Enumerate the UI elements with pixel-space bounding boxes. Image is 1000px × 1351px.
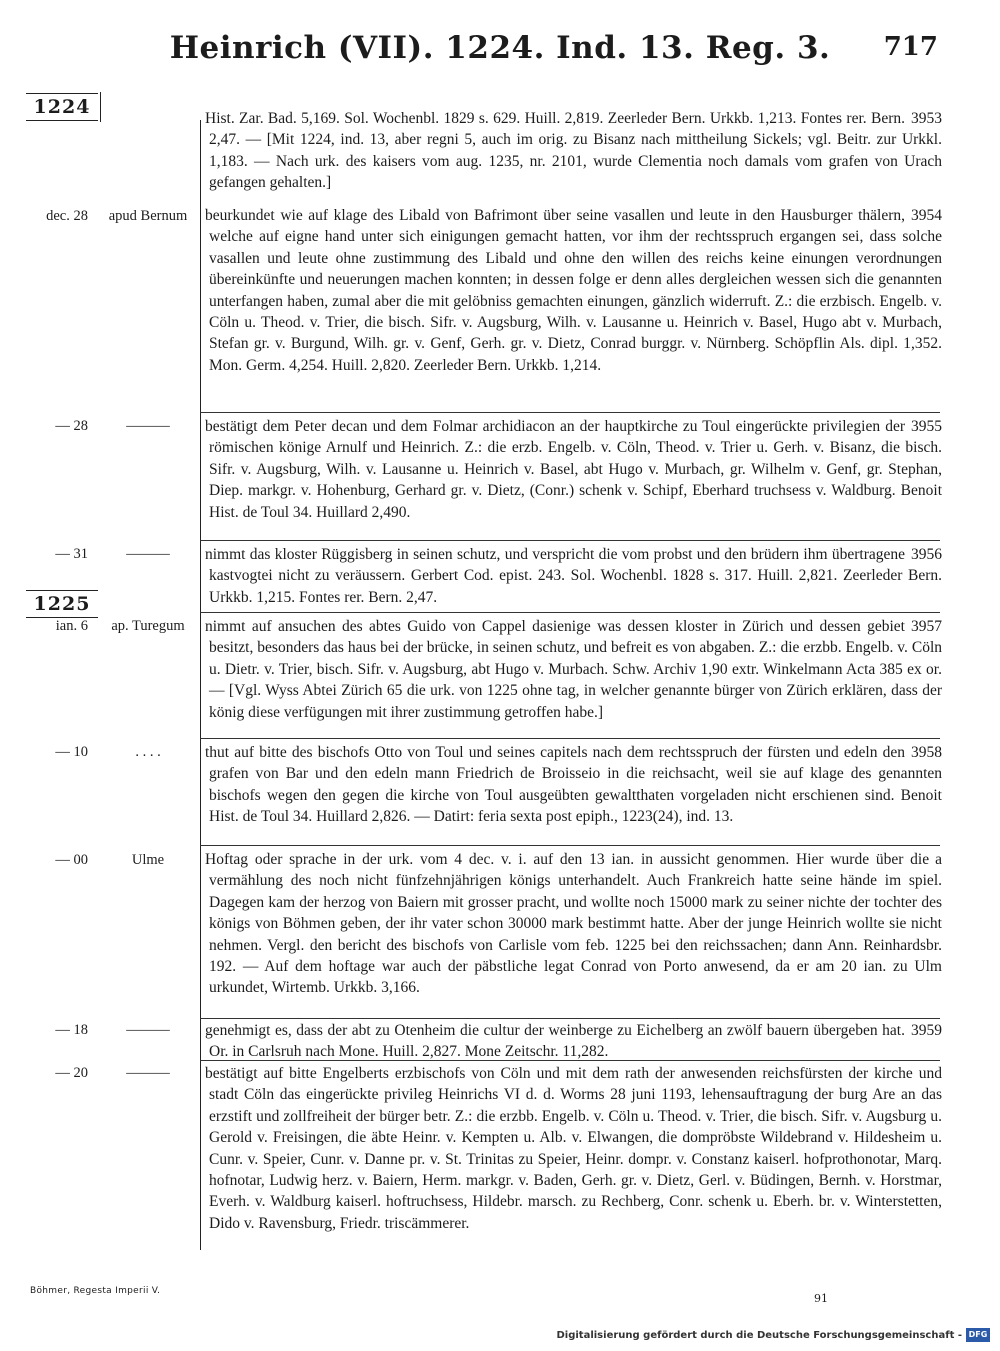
entry-text: nimmt das kloster Rüggisberg in seinen schutz, und verspricht die vom probst und den brüdern ihm übertragene kastvogtei nicht zu veräussern. Gerbert Cod. epist. 243. Sol. Wochenbl. 1828 s. 317. Huill. 2,821. Zeerleder Bern. Urkkb. 1,215. Fontes rer. Bern. 2,47. <box>205 546 942 606</box>
entry-number: 3958 <box>911 744 942 761</box>
entry-separator <box>200 412 940 413</box>
entry-place: ——— <box>126 1065 170 1081</box>
year-mark-1225: 1225 <box>26 593 98 615</box>
entry-place: . . . . <box>135 744 161 760</box>
page-number: 717 <box>883 32 938 62</box>
regest-entry <box>205 108 942 194</box>
regest-entry <box>205 1020 942 1063</box>
footer-reference: Böhmer, Regesta Imperii V. <box>30 1286 161 1296</box>
column-rule <box>100 92 101 122</box>
entry-separator <box>200 540 940 541</box>
page-title: Heinrich (VII). 1224. Ind. 13. Reg. 3. <box>169 30 831 66</box>
entry-number: a <box>935 851 942 868</box>
funding-note: Digitalisierung gefördert durch die Deutsche Forschungsgemeinschaft - <box>556 1330 962 1341</box>
regest-entry <box>205 416 942 523</box>
entry-date: — 18 <box>55 1022 88 1038</box>
year-mark-1224: 1224 <box>26 96 98 118</box>
entry-number: 3955 <box>911 418 942 435</box>
entry-number: 3957 <box>911 618 942 635</box>
entry-number: 3954 <box>911 207 942 224</box>
entry-place: ap. Turegum <box>111 618 185 634</box>
entry-text: Hoftag oder sprache in der urk. vom 4 dec. v. i. auf den 13 ian. in aussicht genommen. Hier wurde über die vermählung des noch nicht fünfzehnjährigen königs unterhandelt. Auch Frankreich hatte seine hände im spiel. Dagegen kam der herzog von Baiern mit grosser pracht, und wollte noch 15000 mark zu seiner nichte der tochter des königs von Böhmen geben, der ihr vater schon 30000 mark bestimmt hatte. Aber der junge Heinrich wollte sie nicht nehmen. Vergl. den bericht des bischofs von Carlisle vom feb. 1225 bei den reichssachen; dann Ann. Reinhardsbr. 192. — Auf dem hoftage war auch der päbstliche legat Conrad von Porto anwesend, da er am 20 ian. zu Ulm urkundet, Wirtemb. Urkkb. 3,166. <box>205 851 942 997</box>
regest-entry <box>205 849 942 999</box>
entry-number: 3953 <box>911 110 942 127</box>
entry-text: beurkundet wie auf klage des Libald von Bafrimont über seine vasallen und leute in den Hausburger thälern, welche auf eigne hand unter sich einigungen gemacht hatten, vor ihm der rechtsspruch ergangen sei, dass solche vasallen und leute ohne zustimmung des Libald und ohne den willen des reichs keine einungen verordnungen übereinkünfte und neuerungen machen konnten; in dessen folge er denn alles dergleichen wessen sich die genannten unterfangen haben, zumal aber die mit gelöbniss gemachten einungen, gänzlich widerruft. Z.: die erzbisch. Engelb. v. Cöln u. Theod. v. Trier, die bisch. Sifr. v. Augsburg, Wilh. v. Lausanne u. Heinrich v. Basel, Hugo abt v. Murbach, Stefan gr. v. Burgund, Wilh. gr. v. Genf, Gerh. gr. v. Dietz, Conrad burggr. v. Nürnberg. Schöpflin Als. dipl. 1,352. Mon. Germ. 4,254. Huill. 2,820. Zeerleder Bern. Urkkb. 1,214. <box>205 207 942 374</box>
entry-date: ian. 6 <box>55 618 88 634</box>
entry-place: ——— <box>126 1022 170 1038</box>
entry-date: — 00 <box>55 852 88 868</box>
entry-place: Ulme <box>131 852 165 868</box>
entry-number: 3956 <box>911 546 942 563</box>
regest-entry <box>205 1063 942 1234</box>
entry-text: bestätigt dem Peter decan und dem Folmar archidiacon an der hauptkirche zu Toul eingerückte privilegien der römischen könige Arnulf und Heinrich. Z.: die erzb. Engelb. v. Cöln, Theod. v. Trier u. Gerh. v. Bisanz, die bisch. Sifr. v. Augsburg, Wilh. v. Lausanne u. Heinrich v. Basel, abt Hugo v. Murbach, gr. Wilhelm v. Genf, gr. Stephan, Diep. markgr. v. Hohenburg, Gerhard gr. v. Dietz, (Conr.) schenk v. Schipf, Eberhard truchsess v. Waldburg. Benoit Hist. de Toul 34. Huillard 2,490. <box>205 418 942 521</box>
entry-text: nimmt auf ansuchen des abtes Guido von Cappel dasienige was dessen kloster in Zürich und dessen gebiet besitzt, besonders das haus bei der brücke, in seinen schutz, und befreit es von abgaben. Z.: die erzbb. Engelb. v. Cöln u. Dietr. v. Trier, bisch. Sifr. v. Augsburg, abt Hugo v. Murbach. Schw. Archiv 1,90 extr. Winkelmann Acta 385 ex or. — [Vgl. Wyss Abtei Zürich 65 die urk. von 1225 ohne tag, in welcher genannte bürger von Zürich erklären, dass der könig diese verfügungen mit ihrer zustimmung getroffen habe.] <box>205 618 942 721</box>
entry-number: 3959 <box>911 1022 942 1039</box>
regest-entry <box>205 616 942 723</box>
entry-separator <box>200 845 940 846</box>
regest-entry <box>205 544 942 608</box>
entry-separator <box>200 612 940 613</box>
entry-separator <box>200 738 940 739</box>
entry-date: — 31 <box>55 546 88 562</box>
entry-place: apud Bernum <box>108 208 188 224</box>
entry-separator <box>200 1018 940 1019</box>
regest-entry <box>205 205 942 376</box>
entry-place: ——— <box>126 418 170 434</box>
entry-text: thut auf bitte des bischofs Otto von Toul und seines capitels nach dem rechtsspruch der fürsten und edeln den grafen von Bar und den edeln mann Friedrich de Broisseio in die reichsacht, weil sie auf klage des genannten bischofs wegen den gegen die kirche von Toul ausgeübten gewaltthaten vorgeladen nicht erschienen sind. Benoit Hist. de Toul 34. Huillard 2,826. — Datirt: feria sexta post epiph., 1223(24), ind. 13. <box>205 744 942 826</box>
entry-date: — 10 <box>55 744 88 760</box>
entry-date: — 28 <box>55 418 88 434</box>
entry-text: Hist. Zar. Bad. 5,169. Sol. Wochenbl. 1829 s. 629. Huill. 2,819. Zeerleder Bern. Urkkb. 1,213. Fontes rer. Bern. 2,47. — [Mit 1224, ind. 13, aber regni 5, auch im orig. zu Bisanz nach mittheilung Sickels; vgl. Beitr. zur Urkkl. 1,183. — Nach urk. des kaisers vom aug. 1235, nr. 2101, wurde Clementia noch damals vom grafen von Urach gefangen gehalten.] <box>205 110 942 192</box>
entry-date: — 20 <box>55 1065 88 1081</box>
sheet-number: 91 <box>814 1292 828 1305</box>
entry-date: dec. 28 <box>46 208 88 224</box>
entry-place: ——— <box>126 546 170 562</box>
entry-text: genehmigt es, dass der abt zu Otenheim die cultur der weinberge zu Eichelberg an zwölf bauern übergeben hat. Or. in Carlsruh nach Mone. Huill. 2,827. Mone Zeitschr. 11,282. <box>205 1022 905 1061</box>
entry-text: bestätigt auf bitte Engelberts erzbischofs von Cöln und mit dem rath der anwesenden reichsfürsten der kirche und stadt Cöln das eingerückte privileg Heinrichs VI d. d. Worms 28 juni 1193, lehensauftragung der burg Are an das erzstift und zollfreiheit der bürger betr. Z.: die erzbb. Engelb. v. Cöln u. Theod. v. Trier, die bisch. Sifr. v. Augsburg u. Gerold v. Freisingen, die äbte Heinr. v. Kempten u. Alb. v. Elwangen, die dompröbste Wildebrand v. Hildesheim u. Cunr. v. Speier, Cunr. v. Danne pr. v. St. Trinitas zu Speier, Heinr. dompr. v. Constanz kaiserl. hofprothonotar, Marq. hofnotar, Ludwig herz. v. Baiern, Herm. markgr. v. Baden, Gerh. gr. v. Dietz, Gerl. v. Büdingen, Bernh. v. Horstmar, Everh. v. Waldburg kaiserl. hoftruchsess, Hildebr. marsch. zu Rechberg, Conr. schenk u. Eberh. br. v. Winterstetten, Dido v. Ravensburg, Friedr. triscämmerer. <box>205 1065 942 1232</box>
column-rule <box>200 120 201 1250</box>
dfg-logo-icon: DFG <box>966 1328 990 1342</box>
regest-entry <box>205 742 942 828</box>
